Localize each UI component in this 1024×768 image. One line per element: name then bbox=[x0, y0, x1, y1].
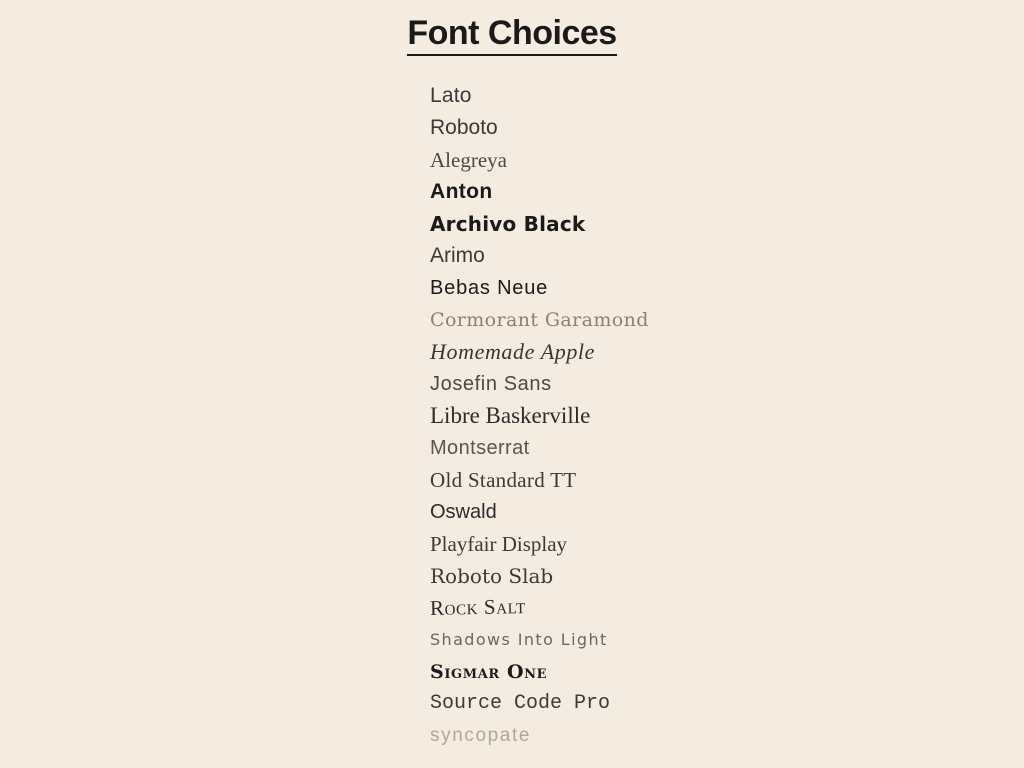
list-item bbox=[430, 688, 950, 720]
list-item bbox=[430, 528, 950, 560]
font-sample-cormorant-garamond: Cormorant Garamond bbox=[430, 309, 649, 331]
list-item bbox=[430, 336, 950, 368]
font-sample-bebas-neue: Bebas Neue bbox=[430, 277, 549, 299]
list-item bbox=[430, 208, 950, 240]
list-item bbox=[430, 176, 950, 208]
page-title bbox=[0, 14, 1024, 53]
list-item bbox=[430, 304, 950, 336]
list-item bbox=[430, 720, 950, 752]
list-item bbox=[430, 464, 950, 496]
font-sample-anton: Anton bbox=[430, 180, 493, 203]
font-sample-oswald: Oswald bbox=[430, 501, 497, 523]
list-item bbox=[430, 400, 950, 432]
list-item bbox=[430, 144, 950, 176]
font-sample-roboto: Roboto bbox=[430, 116, 498, 139]
list-item bbox=[430, 80, 950, 112]
list-item bbox=[430, 272, 950, 304]
list-item bbox=[430, 240, 950, 272]
list-item bbox=[430, 432, 950, 464]
font-sample-rock-salt: Rock Salt bbox=[429, 593, 527, 620]
font-sample-libre-baskerville: Libre Baskerville bbox=[430, 403, 591, 428]
font-sample-shadows-into-light: Shadows Into Light bbox=[430, 630, 608, 649]
font-sample-old-standard-tt: Old Standard TT bbox=[430, 468, 577, 492]
font-sample-arimo: Arimo bbox=[430, 244, 485, 267]
page-title-text: Font Choices bbox=[407, 14, 616, 56]
font-sample-archivo-black: Archivo Black bbox=[430, 212, 586, 236]
list-item bbox=[430, 624, 950, 656]
font-sample-josefin-sans: Josefin Sans bbox=[430, 373, 552, 395]
font-sample-source-code-pro: Source Code Pro bbox=[430, 692, 611, 715]
list-item bbox=[430, 496, 950, 528]
font-sample-lato: Lato bbox=[430, 84, 472, 107]
font-sample-syncopate: syncopate bbox=[430, 725, 532, 746]
list-item bbox=[430, 112, 950, 144]
font-sample-list bbox=[430, 80, 950, 752]
list-item bbox=[430, 560, 950, 592]
font-sample-alegreya: Alegreya bbox=[430, 148, 507, 172]
font-sample-montserrat: Montserrat bbox=[430, 437, 530, 459]
list-item bbox=[430, 592, 950, 624]
font-sample-playfair-display: Playfair Display bbox=[430, 532, 568, 556]
list-item bbox=[430, 368, 950, 400]
list-item bbox=[430, 656, 950, 688]
font-sample-roboto-slab: Roboto Slab bbox=[430, 564, 554, 588]
font-sample-homemade-apple: Homemade Apple bbox=[430, 339, 596, 364]
font-sample-sigmar-one: Sigmar One bbox=[430, 661, 548, 683]
